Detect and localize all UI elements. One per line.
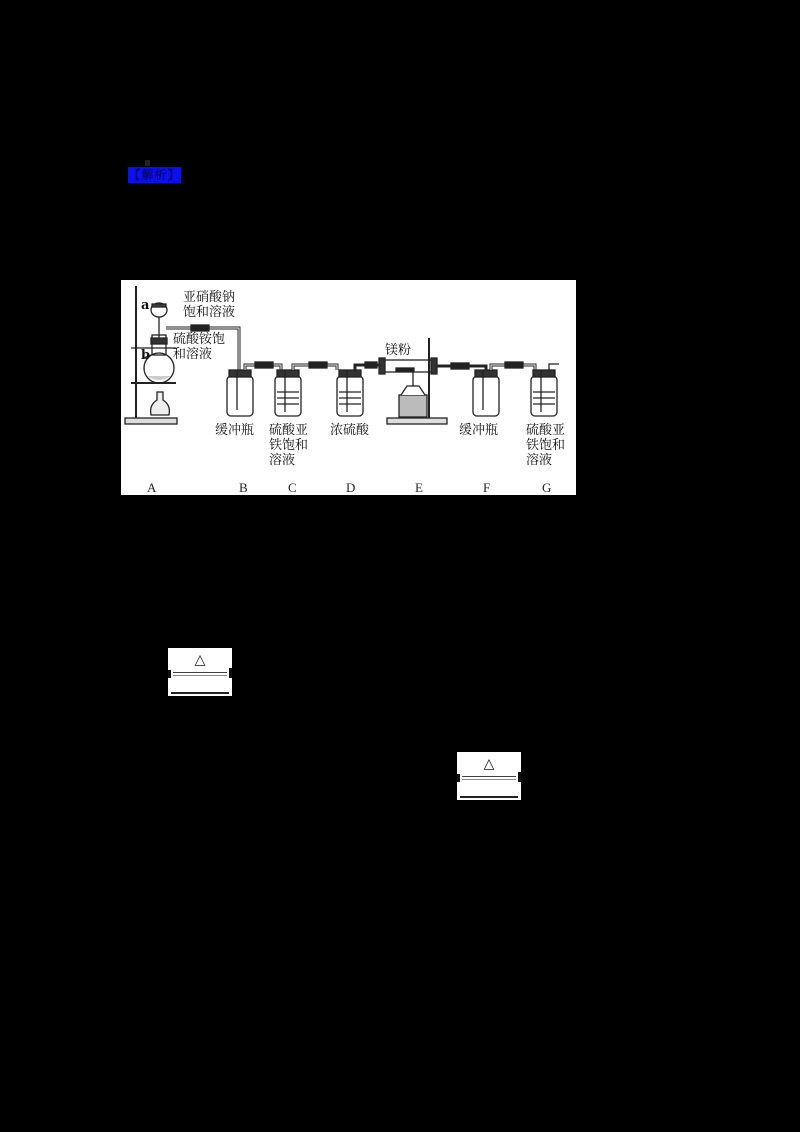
funnel-reagent-label-2: 饱和溶液 (183, 305, 236, 320)
condition-edge (229, 668, 232, 678)
letter-G: G (542, 480, 552, 495)
condition-edge (518, 772, 521, 782)
funnel-reagent-label-1: 亚硝酸钠 (183, 290, 236, 305)
heat-triangle-icon: △ (194, 652, 206, 668)
bottle-C-label-3: 溶液 (269, 453, 296, 468)
letter-F: F (483, 480, 491, 495)
letter-A: A (147, 480, 157, 495)
reaction-arrow-line (462, 776, 516, 777)
heating-condition-2 (457, 752, 521, 800)
reaction-arrow-line (173, 672, 227, 673)
letter-D: D (346, 480, 356, 495)
bottle-G-label-1: 硫酸亚 (526, 423, 566, 438)
condition-underline (460, 796, 518, 798)
bottle-D-label: 浓硫酸 (330, 423, 370, 438)
flask-reagent-label-2: 和溶液 (173, 347, 213, 362)
reaction-arrow-line (462, 779, 516, 780)
magnesium-powder-label: 镁粉 (385, 343, 412, 358)
condition-underline (171, 692, 229, 694)
heat-triangle-icon: △ (483, 756, 495, 772)
letter-C: C (288, 480, 297, 495)
bottle-F-label: 缓冲瓶 (459, 423, 499, 438)
bottle-C-label-1: 硫酸亚 (269, 423, 309, 438)
valve-a-label: a (141, 298, 150, 313)
condition-edge (457, 774, 460, 782)
letter-B: B (239, 480, 248, 495)
heating-condition-1 (168, 648, 232, 696)
letter-E: E (415, 480, 423, 495)
bottle-G-label-2: 铁饱和 (526, 438, 566, 453)
condition-edge (168, 670, 171, 678)
bottle-B-label: 缓冲瓶 (215, 423, 255, 438)
flask-reagent-label-1: 硫酸铵饱 (173, 332, 226, 347)
bottle-C-label-2: 铁饱和 (269, 438, 309, 453)
bottle-G-label-3: 溶液 (526, 453, 553, 468)
valve-b-label: b (141, 348, 151, 363)
analysis-tag[interactable]: 【解析】 (128, 168, 181, 182)
tag-marker (145, 160, 150, 166)
reaction-arrow-line (173, 675, 227, 676)
apparatus-figure (121, 280, 576, 495)
